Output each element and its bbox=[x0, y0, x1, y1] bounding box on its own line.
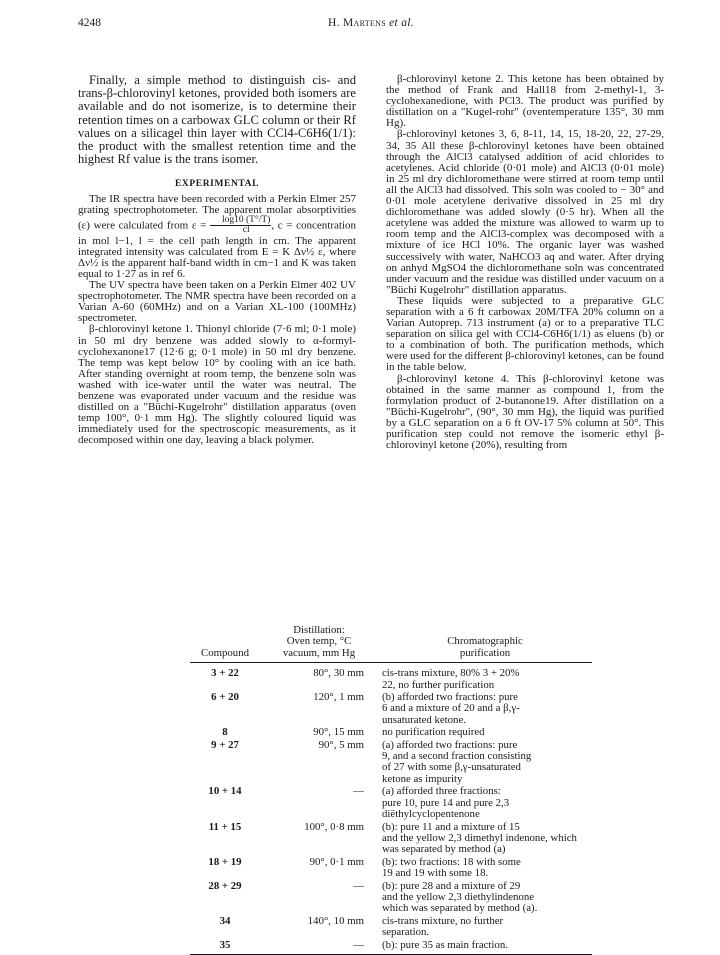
running-head bbox=[78, 17, 664, 29]
compound-cell: 11 + 15 bbox=[208, 820, 242, 833]
left-column bbox=[78, 74, 356, 446]
distillation-cell: 90°, 0·1 mm bbox=[309, 855, 364, 868]
ketone-2-paragraph: β-chlorovinyl ketone 2. This ketone has been obtained by the method of Frank and Hall18 from 2-methyl-1, 3-cyclohexanedione, with PCl3. The product was purified by distillation on a "Kugel-rohr" (oventemperature 135°, 30 mm Hg). bbox=[386, 73, 664, 130]
right-column bbox=[386, 74, 664, 451]
running-head-suffix: et al. bbox=[389, 17, 414, 29]
table-row bbox=[190, 692, 592, 727]
formula-denominator: cl bbox=[242, 225, 250, 236]
compound-cell: 34 bbox=[219, 914, 231, 927]
distillation-cell: 120°, 1 mm bbox=[313, 691, 364, 704]
compound-cell: 3 + 22 bbox=[211, 667, 239, 680]
table-row bbox=[190, 822, 592, 857]
column-header-chromatographic: Chromatographic purification bbox=[378, 625, 592, 663]
purification-cell: (a) afforded two fractions: pure 9, and a second fraction consisting of 27 with some β,γ-unsaturated ketone as impurity bbox=[382, 738, 532, 785]
uv-nmr-paragraph: The UV spectra have been taken on a Perkin Elmer 402 UV spectrophotometer. The NMR spectra have been recorded on a Varian A-60 (60MHz) and on a Varian XL-100 (100MHz) spectrometer. bbox=[78, 279, 356, 325]
purification-cell: cis-trans mixture, no further separation. bbox=[382, 914, 504, 939]
distillation-cell: 140°, 10 mm bbox=[307, 914, 364, 927]
distillation-cell: — bbox=[260, 940, 378, 955]
distillation-cell: — bbox=[353, 785, 364, 798]
purification-cell: (b): pure 28 and a mixture of 29 and the yellow 2,3 diethylindenone which was separated by method (a). bbox=[382, 879, 538, 915]
compound-cell: 28 + 29 bbox=[208, 879, 242, 892]
absorptivity-formula bbox=[210, 216, 271, 236]
purification-table bbox=[190, 625, 592, 955]
compound-cell: 8 bbox=[222, 726, 228, 739]
column-header-compound: Compound bbox=[190, 625, 260, 663]
compound-cell: 10 + 14 bbox=[208, 785, 242, 798]
purification-cell: (b): pure 11 and a mixture of 15 and the yellow 2,3 dimethyl indenone, which was separated by method (a) bbox=[382, 820, 577, 856]
glc-paragraph: These liquids were subjected to a preparative GLC separation with a 6 ft carbowax 20M/TFA 20% column on a Varian Autoprep. 713 instrument (a) or to a preparative TLC separation on silica gel with CCl4-C6H6(1/1) as eluens (b) or to a combination of both. The purification methods, which were used for the different β-chlorovinyl ketones, can be found in the table below. bbox=[386, 294, 664, 374]
purification-cell: no purification required bbox=[382, 726, 485, 739]
purification-cell: (a) afforded three fractions: pure 10, pure 14 and pure 2,3 diëthylcyclopentenone bbox=[382, 785, 510, 821]
distillation-cell: 100°, 0·8 mm bbox=[304, 820, 364, 833]
ir-paragraph bbox=[78, 194, 356, 281]
distillation-cell: — bbox=[353, 879, 364, 892]
table-row bbox=[190, 740, 592, 787]
distillation-cell: 80°, 30 mm bbox=[313, 667, 364, 680]
formula-numerator: log10 (T°/T) bbox=[210, 216, 271, 227]
purification-cell: (b) afforded two fractions: pure 6 and a mixture of 20 and a β,γ- unsaturated ketone. bbox=[382, 691, 520, 726]
distillation-cell: 90°, 15 mm bbox=[313, 726, 364, 739]
experimental-heading: EXPERIMENTAL bbox=[174, 179, 260, 190]
column-header-distillation: Distillation: Oven temp, °C vacuum, mm Hg bbox=[260, 625, 378, 663]
purification-cell: cis-trans mixture, 80% 3 + 20% 22, no further purification bbox=[382, 667, 520, 691]
compound-cell: 9 + 27 bbox=[211, 738, 239, 751]
compound-cell: 6 + 20 bbox=[211, 691, 239, 704]
purification-cell: (b): two fractions: 18 with some 19 and 19 with some 18. bbox=[382, 855, 521, 880]
table-row bbox=[190, 786, 592, 821]
table-row bbox=[190, 881, 592, 916]
ir-text-before: The IR spectra have been recorded with a Perkin Elmer 257 grating spectrophotometer. The apparent molar absorptivities (ε) were calculated from ε = bbox=[78, 192, 356, 232]
page-header bbox=[78, 17, 664, 33]
compound-cell: 35 bbox=[190, 940, 260, 955]
table-row bbox=[190, 940, 592, 955]
ketone-1-paragraph: β-chlorovinyl ketone 1. Thionyl chloride (7·6 ml; 0·1 mole) in 50 ml dry benzene was added slowly to α-formyl-cyclohexanone17 (12·6 g; 0·1 mole) in 50 ml dry benzene. The temp was kept below 10° by cooling with an ice bath. After standing overnight at room temp, the benzene soln was washed with ice-water until the water was neutral. The benzene was evaporated under vacuum and the residue was distilled on a "Büchi-Kugelrohr" distillation apparatus (oven temp 100°, 0·1 mm Hg). The slightly coloured liquid was immediately used for the spectroscopic measurements, as it decomposed within one day, leaving a black polymer. bbox=[78, 323, 356, 447]
compound-cell: 18 + 19 bbox=[208, 855, 242, 868]
table-row bbox=[190, 727, 592, 739]
ir-text-after: , c = concentration in mol l−1, l = the cell path length in cm. The apparent integrated intensity was calculated from E = K Δν½ ε, where Δν½ is the apparent half-band width in cm−1 and K was taken equal to 1·27 as in ref 6. bbox=[78, 219, 357, 280]
distillation-cell: 90°, 5 mm bbox=[318, 738, 364, 751]
table-row bbox=[190, 857, 592, 881]
purification-cell: (b): pure 35 as main fraction. bbox=[378, 940, 592, 955]
ketone-4-paragraph: β-chlorovinyl ketone 4. This β-chlorovinyl ketone was obtained in the same manner as compound 1, from the formylation product of 2-butanone19. After distillation on a "Büchi-Kugelrohr", (90°, 30 mm Hg), the liquid was purified by a GLC separation on a 6 ft OV-17 5% column at 50°. This purification step could not remove the isomeric ethyl β-chlorovinyl ketone (20%), resulting from bbox=[386, 372, 664, 452]
general-procedure-paragraph: β-chlorovinyl ketones 3, 6, 8-11, 14, 15, 18-20, 22, 27-29, 34, 35 All these β-chlorovinyl ketones have been obtained through the AlCl3 catalysed addition of acid chlorides to acetylenes. Acid chloride (0·01 mole) and AlCl3 (0·01 mole) in 25 ml dry dichloromethane were stirred at room temp until all the AlCl3 had dissolved. This soln was cooled to − 30° and 0·01 mole acetylene derivative dissolved in 25 ml dry dichloromethane was added slowly (0·5 hr). When all the acetylene was added the mixture was allowed to warm up to room temp and the AlCl3-complex was decomposed with a mixture of ice HCl 10%. The organic layer was washed successively with water, NaHCO3 aq and water. After drying on anhyd MgSO4 the dichloromethane soln was concentrated under vacuum and the residue was distilled under vacuum on a "Büchi Kugelrohr" distillation apparatus. bbox=[386, 128, 664, 296]
table-row bbox=[190, 663, 592, 692]
page-number: 4248 bbox=[78, 17, 101, 29]
running-head-author: H. Martens bbox=[328, 17, 386, 29]
intro-paragraph: Finally, a simple method to distinguish cis- and trans-β-chlorovinyl ketones, provided both isomers are available and do not isomerize, is to determine their retention times on a carbowax GLC column or their Rf values on a silicagel thin layer with CCl4-C6H6(1/1): the product with the smallest retention time and the highest Rf value is the trans isomer. bbox=[78, 73, 356, 167]
